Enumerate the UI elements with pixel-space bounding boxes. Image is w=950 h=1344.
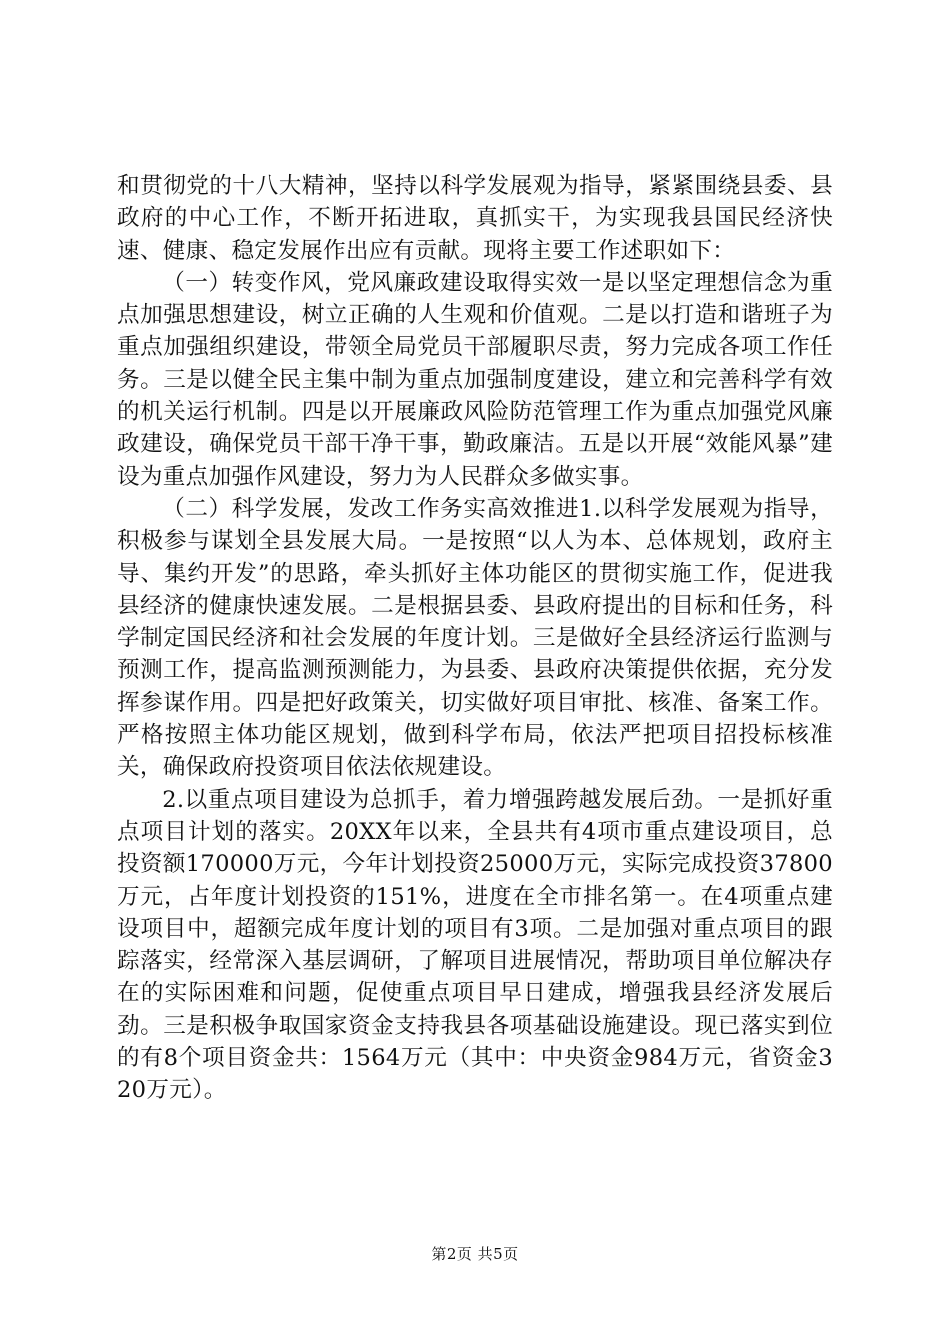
paragraph-section-two: （二）科学发展，发改工作务实高效推进1.以科学发展观为指导，积极参与谋划全县发展大局。一是按照“以人为本、总体规划，政府主导、集约开发”的思路，牵头抓好主体功能区的贯彻实施工作，促进我县经济的健康快速发展。二是根据县委、县政府提出的目标和任务，科学制定国民经济和社会发展的年度计划。三是做好全县经济运行监测与预测工作，提高监测预测能力，为县委、县政府决策提供依据，充分发挥参谋作用。四是把好政策关，切实做好项目审批、核准、备案工作。严格按照主体功能区规划，做到科学布局，依法严把项目招投标核准关，确保政府投资项目依法依规建设。 (117, 495, 833, 781)
paragraph-intro: 和贯彻党的十八大精神，坚持以科学发展观为指导，紧紧围绕县委、县政府的中心工作，不断开拓进取，真抓实干，为实现我县国民经济快速、健康、稳定发展作出应有贡献。现将主要工作述职如下： (117, 173, 833, 264)
paragraph-section-one: （一）转变作风，党风廉政建设取得实效一是以坚定理想信念为重点加强思想建设，树立正确的人生观和价值观。二是以打造和谐班子为重点加强组织建设，带领全局党员干部履职尽责，努力完成各项工作任务。三是以健全民主集中制为重点加强制度建设，建立和完善科学有效的机关运行机制。四是以开展廉政风险防范管理工作为重点加强党风廉政建设，确保党员干部干净干事，勤政廉洁。五是以开展“效能风暴”建设为重点加强作风建设，努力为人民群众多做实事。 (117, 269, 833, 490)
paragraph-key-projects: 2.以重点项目建设为总抓手，着力增强跨越发展后劲。一是抓好重点项目计划的落实。20XX年以来，全县共有4项市重点建设项目，总投资额170000万元，今年计划投资25000万元，实际完成投资37800万元，占年度计划投资的151%，进度在全市排名第一。在4项重点建设项目中，超额完成年度计划的项目有3项。二是加强对重点项目的跟踪落实，经常深入基层调研，了解项目进展情况，帮助项目单位解决存在的实际困难和问题，促使重点项目早日建成，增强我县经济发展后劲。三是积极争取国家资金支持我县各项基础设施建设。现已落实到位的有8个项目资金共：1564万元（其中：中央资金984万元，省资金320万元）。 (117, 786, 833, 1104)
document-body (117, 170, 833, 1107)
page-number-footer: 第2页 共5页 (431, 1245, 519, 1263)
